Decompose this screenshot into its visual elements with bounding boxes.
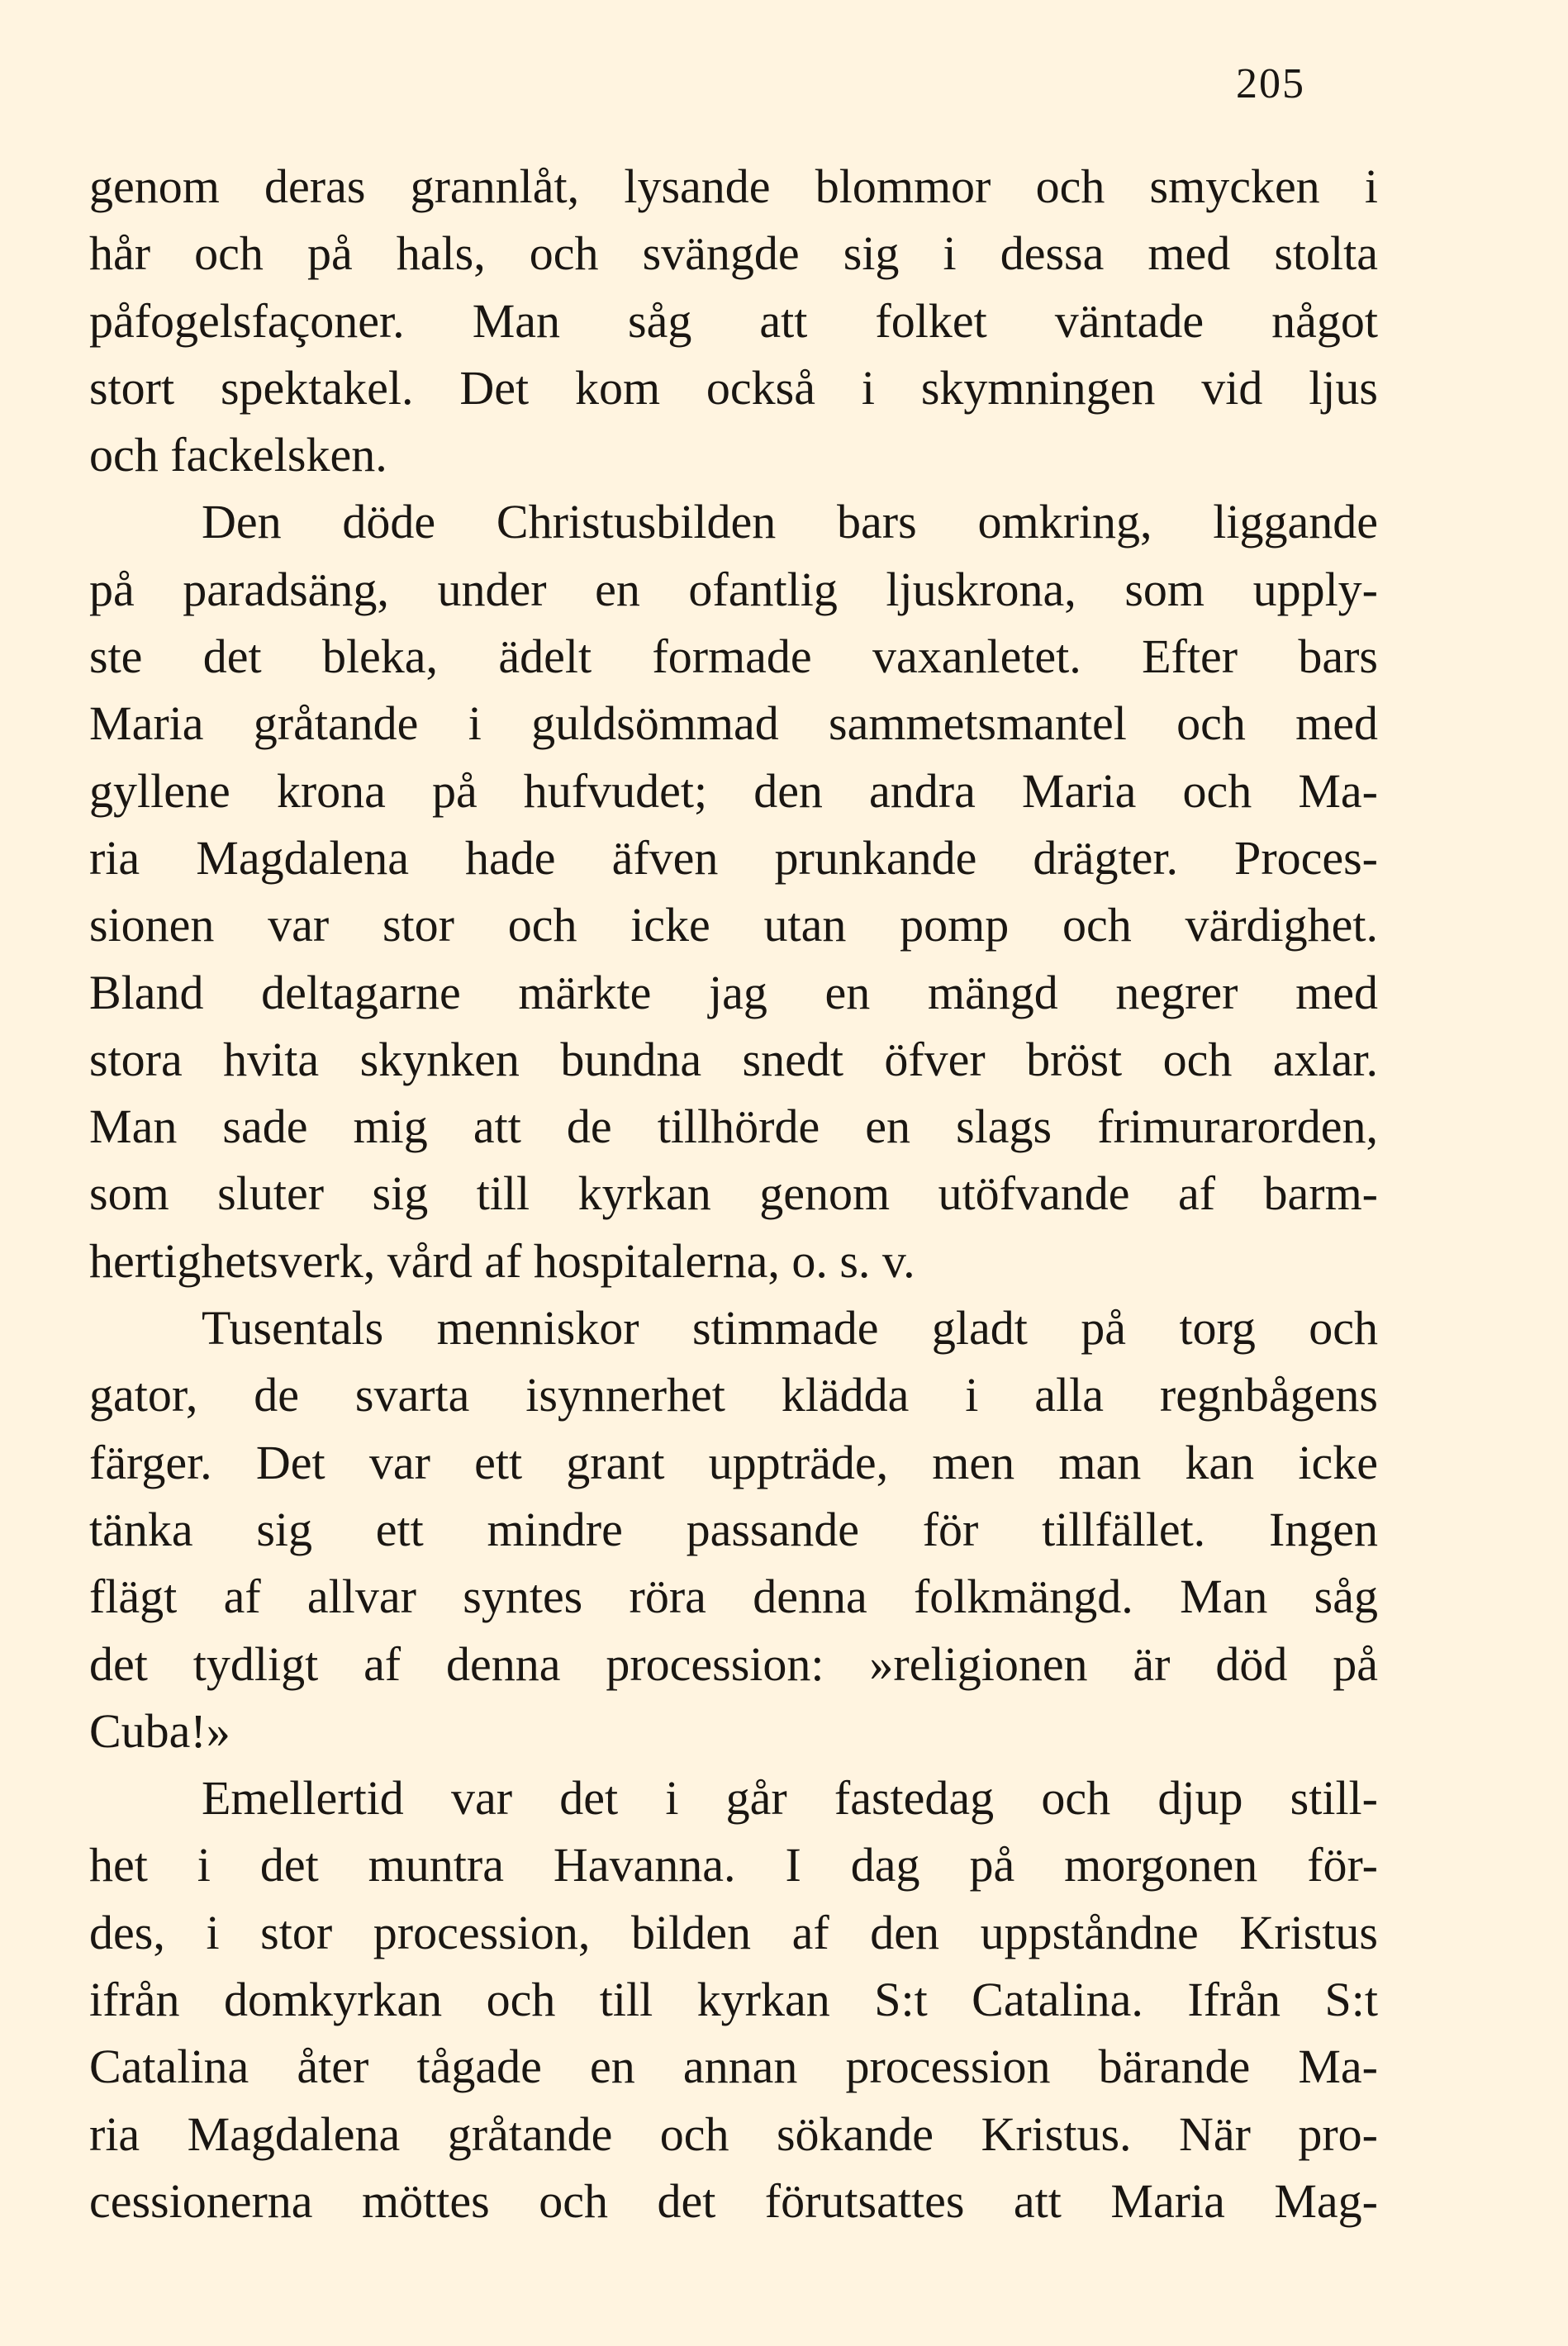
text-line: färger. Det var ett grant uppträde, men man kan icke — [89, 1435, 1378, 1489]
text-line: det tydligt af denna procession: »religionen är död på — [89, 1636, 1378, 1691]
text-line: stort spektakel. Det kom också i skymningen vid ljus — [89, 360, 1378, 415]
text-line: cessionerna möttes och det förutsattes att Maria Mag- — [89, 2173, 1378, 2228]
text-line: ifrån domkyrkan och till kyrkan S:t Catalina. Ifrån S:t — [89, 1973, 1378, 2027]
text-line: ria Magdalena gråtande och sökande Kristus. När pro- — [89, 2106, 1378, 2161]
text-line: Cuba!» — [89, 1703, 230, 1758]
page-number: 205 — [1236, 60, 1305, 107]
text-line: Tusentals menniskor stimmade gladt på torg och — [202, 1301, 1378, 1356]
text-line: hertighetsverk, vård af hospitalerna, o. s. v. — [89, 1233, 915, 1288]
text-line: genom deras grannlåt, lysande blommor och smycken i — [89, 159, 1378, 213]
text-line: gator, de svarta isynnerhet klädda i alla regnbågens — [89, 1368, 1378, 1422]
text-line: tänka sig ett mindre passande för tillfället. Ingen — [89, 1502, 1378, 1556]
text-line: påfogelsfaçoner. Man såg att folket väntade något — [89, 293, 1378, 348]
text-line: sionen var stor och icke utan pomp och värdighet. — [89, 898, 1378, 952]
text-line: ria Magdalena hade äfven prunkande drägter. Proces- — [89, 830, 1378, 885]
text-line: Emellertid var det i går fastedag och djup still- — [202, 1771, 1378, 1826]
text-line: ste det bleka, ädelt formade vaxanletet. Efter bars — [89, 629, 1378, 684]
text-line: het i det muntra Havanna. I dag på morgonen för- — [89, 1838, 1378, 1892]
text-line: gyllene krona på hufvudet; den andra Maria och Ma- — [89, 763, 1378, 818]
text-line: som sluter sig till kyrkan genom utöfvande af barm- — [89, 1166, 1378, 1221]
text-line: Catalina åter tågade en annan procession bärande Ma- — [89, 2040, 1378, 2094]
body-text — [89, 153, 1378, 2234]
text-line: Maria gråtande i guldsömmad sammetsmantel och med — [89, 696, 1378, 751]
text-line: Man sade mig att de tillhörde en slags frimurarorden, — [89, 1099, 1378, 1154]
text-line: des, i stor procession, bilden af den uppståndne Kristus — [89, 1905, 1378, 1959]
text-line: på paradsäng, under en ofantlig ljuskrona, som upply- — [89, 562, 1378, 616]
text-line: Den döde Christusbilden bars omkring, liggande — [202, 495, 1378, 549]
text-line: och fackelsken. — [89, 428, 387, 482]
text-line: hår och på hals, och svängde sig i dessa med stolta — [89, 226, 1378, 281]
text-line: flägt af allvar syntes röra denna folkmängd. Man såg — [89, 1570, 1378, 1624]
text-line: Bland deltagarne märkte jag en mängd negrer med — [89, 965, 1378, 1019]
text-line: stora hvita skynken bundna snedt öfver bröst och axlar. — [89, 1032, 1378, 1086]
